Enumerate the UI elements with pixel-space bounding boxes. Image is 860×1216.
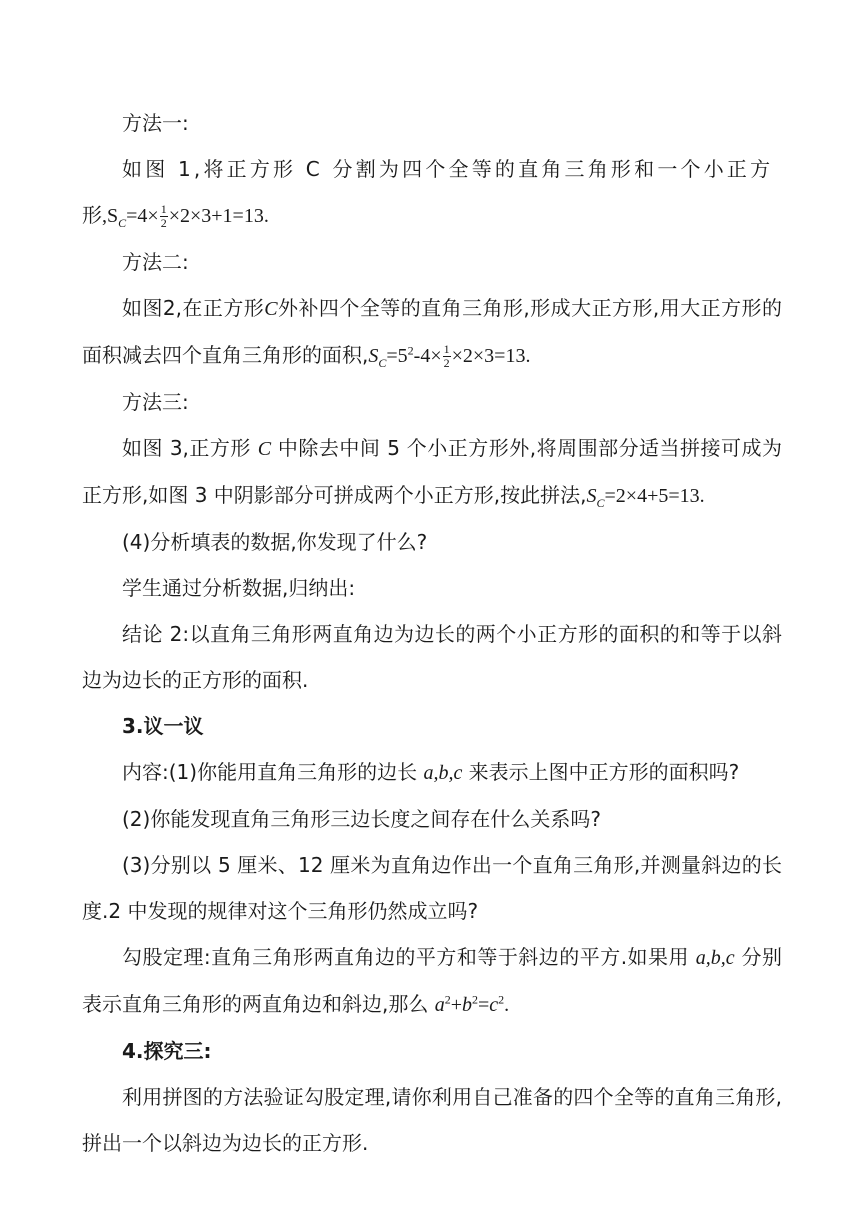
method1-sub: C [118,216,127,230]
theorem-vars: a,b,c [695,947,735,969]
method1-title: 方法一: [122,111,189,135]
method2-s: S [368,345,379,367]
method1-frac-num: 1 [160,202,167,216]
theorem-plus: + [450,994,462,1016]
method2-frac-num: 1 [443,342,450,356]
method3-body [82,425,782,519]
document-page [82,100,782,1166]
theorem-text-a: 勾股定理:直角三角形两直角边的平方和等于斜边的平方.如果用 [122,945,696,969]
method3-tail: =2×4+5=13. [604,485,705,507]
method1-line1: 如图 1,将正方形 C 分割为四个全等的直角三角形和一个小正方 [122,157,774,181]
method2-body [82,285,782,379]
method2-sub: C [378,356,387,370]
theorem-sup-c: 2 [498,992,505,1007]
section3-content-3: (3)分别以 5 厘米、12 厘米为直角边作出一个直角三角形,并测量斜边的长度.2 中发现的规律对这个三角形仍然成立吗? [82,853,782,923]
method1-tail: ×2×3+1=13. [168,205,269,227]
method1-formula [82,192,782,239]
method2-text-b: 外补四个全等的直角三角形,形成大正方形,用大正方形的面积减去四个直角三角形的面积, [82,296,782,367]
section4-text: 利用拼图的方法验证勾股定理,请你利用自己准备的四个全等的直角三角形,拼出一个以斜边为边长的正方形. [82,1085,782,1155]
theorem-sup-a: 2 [444,992,451,1007]
method3-text-b: 中除去中间 5 个小正方形外,将周围部分适当拼接可成为正方形,如图 3 中阴影部分可拼成两个小正方形,按此拼法, [82,436,783,507]
theorem-c: c [489,994,499,1016]
conclusion-2: 结论 2:以直角三角形两直角边为边长的两个小正方形的面积的和等于以斜边为边长的正方形的面积. [82,622,782,692]
method2-text-a: 如图2,在正方形 [122,296,265,320]
section4-heading: 4.探究三: [122,1039,212,1063]
method3-sub: C [596,496,605,510]
method1-prefix: 形,S [82,205,119,227]
section3-content-1 [82,749,782,796]
question-4: (4)分析填表的数据,你发现了什么? [122,530,428,554]
method2-fraction [443,343,451,370]
method2-eq-a: =5 [386,345,408,367]
theorem-b: b [462,994,472,1016]
method3-title: 方法三: [122,390,189,414]
method2-eq-b: -4× [413,345,442,367]
method3-var: C [257,438,272,460]
section3-vars: a,b,c [423,762,463,784]
section3-c1-b: 来表示上图中正方形的面积吗? [462,760,740,784]
theorem-a: a [434,994,445,1016]
theorem-end: . [504,994,510,1016]
section3-c1-a: 内容:(1)你能用直角三角形的边长 [122,760,424,784]
method2-tail: ×2×3=13. [451,345,531,367]
method3-text-a: 如图 3,正方形 [122,436,258,460]
method3-s: S [586,485,597,507]
theorem-eq: = [478,994,490,1016]
method2-frac-den: 2 [443,356,450,370]
section3-heading: 3.议一议 [122,714,204,738]
method1-frac-den: 2 [160,216,167,230]
method2-var: C [264,298,278,320]
method1-fraction [160,203,168,230]
method2-sup: 2 [407,343,414,358]
theorem-sup-b: 2 [472,992,478,1007]
method1-mid: =4× [126,205,159,227]
method2-title: 方法二: [122,250,189,274]
section3-content-2: (2)你能发现直角三角形三边长度之间存在什么关系吗? [122,807,601,831]
summary-line: 学生通过分析数据,归纳出: [122,576,356,600]
theorem-text-b: 分别表示直角三角形的两直角边和斜边,那么 [82,945,783,1016]
pythagorean-theorem [82,934,782,1028]
